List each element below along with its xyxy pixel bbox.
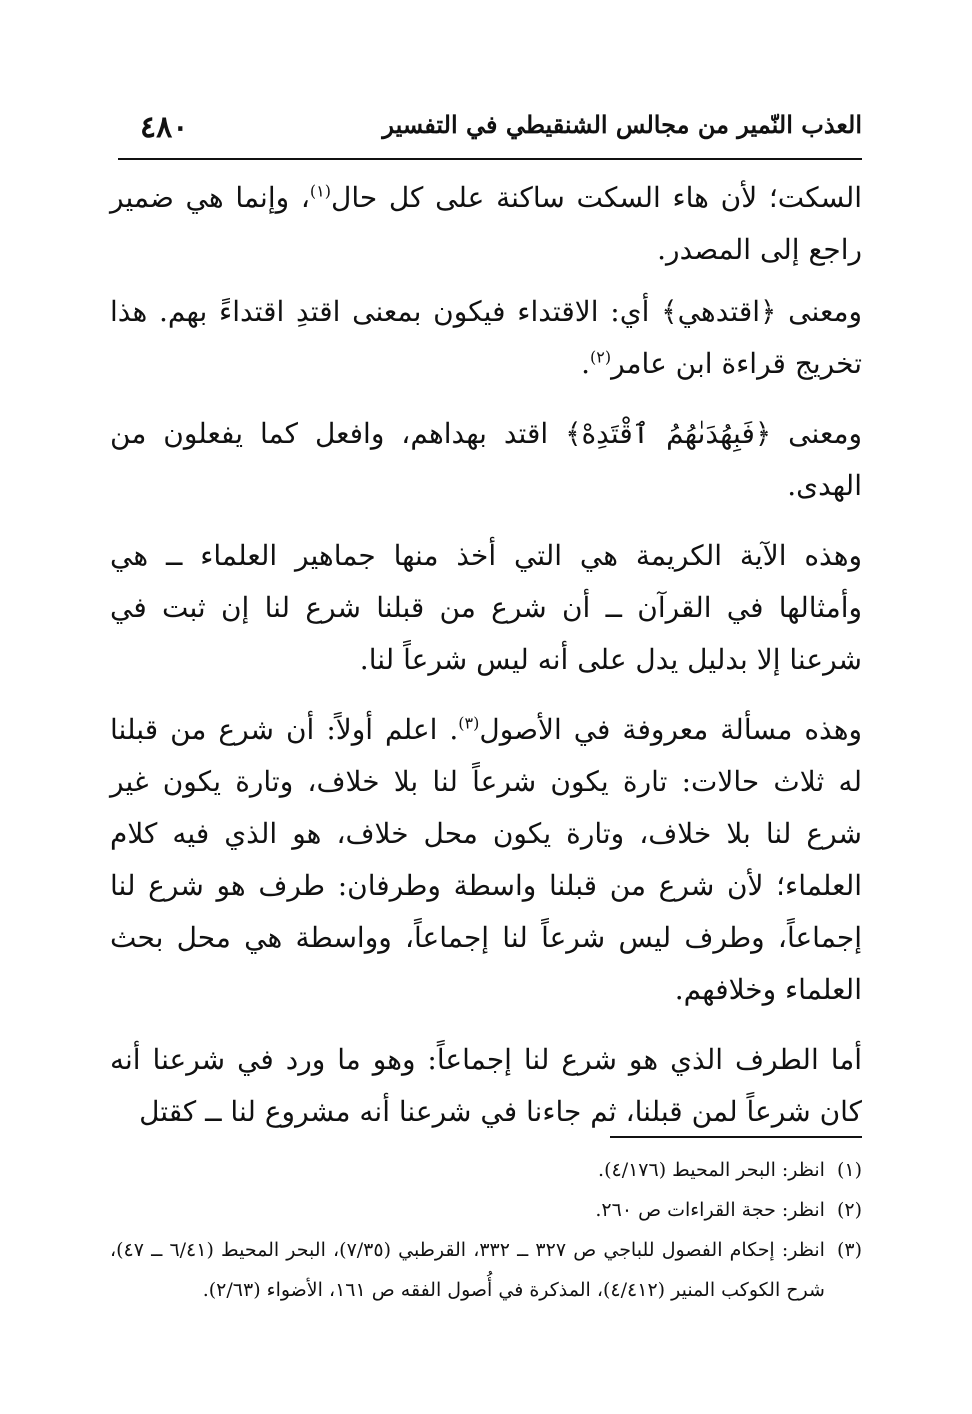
footnote-text: انظر: حجة القراءات ص ٢٦٠. — [595, 1199, 825, 1221]
page-number: ٤٨٠ — [140, 110, 189, 145]
footnote-divider — [610, 1136, 862, 1138]
paragraph-2-text-a: ومعنى ﴿اقتدهي﴾ أي: الاقتداء فيكون بمعنى اقتدِ اقتداءً بهم. هذا تخريج قراءة ابن عامر — [110, 295, 862, 380]
footnote-ref-3: (٣) — [458, 713, 480, 733]
paragraph-2-text-b: . — [581, 347, 590, 380]
footnote-text: انظر: إحكام الفصول للباجي ص ٣٢٧ ــ ٣٣٢، القرطبي (٧/٣٥)، البحر المحيط (٦/٤١ ــ ٤٧)، شرح الكوكب المنير (٤/٤١٢)، المذكرة في أُصول الفقه ص ١٦١، الأضواء (٢/٦٣). — [110, 1239, 825, 1301]
footnote-text: انظر: البحر المحيط (٤/١٧٦). — [598, 1159, 825, 1181]
paragraph-2 — [110, 286, 862, 390]
header-divider — [118, 158, 862, 160]
footnote-number: (٢) — [836, 1199, 862, 1221]
paragraph-4: وهذه الآية الكريمة هي التي أخذ منها جماهير العلماء ــ هي وأمثالها في القرآن ــ أن شرع من قبلنا شرع لنا إن ثبت في شرعنا إلا بدليل يدل على أنه ليس شرعاً لنا. — [110, 539, 862, 676]
footnote-3 — [110, 1230, 862, 1310]
footnote-ref-1: (١) — [309, 181, 331, 201]
paragraph-6: أما الطرف الذي هو شرع لنا إجماعاً: وهو ما ورد في شرعنا أنه كان شرعاً لمن قبلنا، ثم جاءنا في شرعنا أنه مشروع لنا ــ كقتل — [110, 1043, 862, 1128]
paragraph-1-text-b: ، وإنما هي ضمير راجع إلى المصدر. — [110, 181, 862, 266]
paragraph-1-text-a: السكت؛ لأن هاء السكت ساكنة على كل حال — [330, 181, 863, 214]
footnote-1 — [110, 1150, 862, 1190]
paragraph-1 — [110, 172, 862, 276]
page-header — [140, 110, 862, 150]
paragraph-3: ومعنى ﴿فَبِهُدَىٰهُمُ ٱقْتَدِهْ﴾ اقتد بهداهم، وافعل كما يفعلون من الهدى. — [110, 417, 862, 502]
paragraph-5-text-b: . اعلم أولاً: أن شرع من قبلنا له ثلاث حالات: تارة يكون شرعاً لنا بلا خلاف، وتارة يكون غير شرع لنا بلا خلاف، وتارة يكون محل خلاف، هو الذي فيه كلام العلماء؛ لأن شرع من قبلنا واسطة وطرفان: طرف هو شرع لنا إجماعاً، وطرف ليس شرعاً لنا إجماعاً، وواسطة هي محل بحث العلماء وخلافهم. — [110, 713, 862, 1006]
main-text — [110, 172, 862, 1148]
paragraph-5 — [110, 704, 862, 1016]
running-title: العذب النّمير من مجالس الشنقيطي في التفسير — [382, 110, 862, 139]
footnote-number: (٣) — [836, 1239, 862, 1261]
footnotes — [110, 1150, 862, 1310]
footnote-number: (١) — [836, 1159, 862, 1181]
paragraph-5-text-a: وهذه مسألة معروفة في الأصول — [479, 713, 862, 746]
footnote-ref-2: (٢) — [590, 347, 612, 367]
footnote-2 — [110, 1190, 862, 1230]
